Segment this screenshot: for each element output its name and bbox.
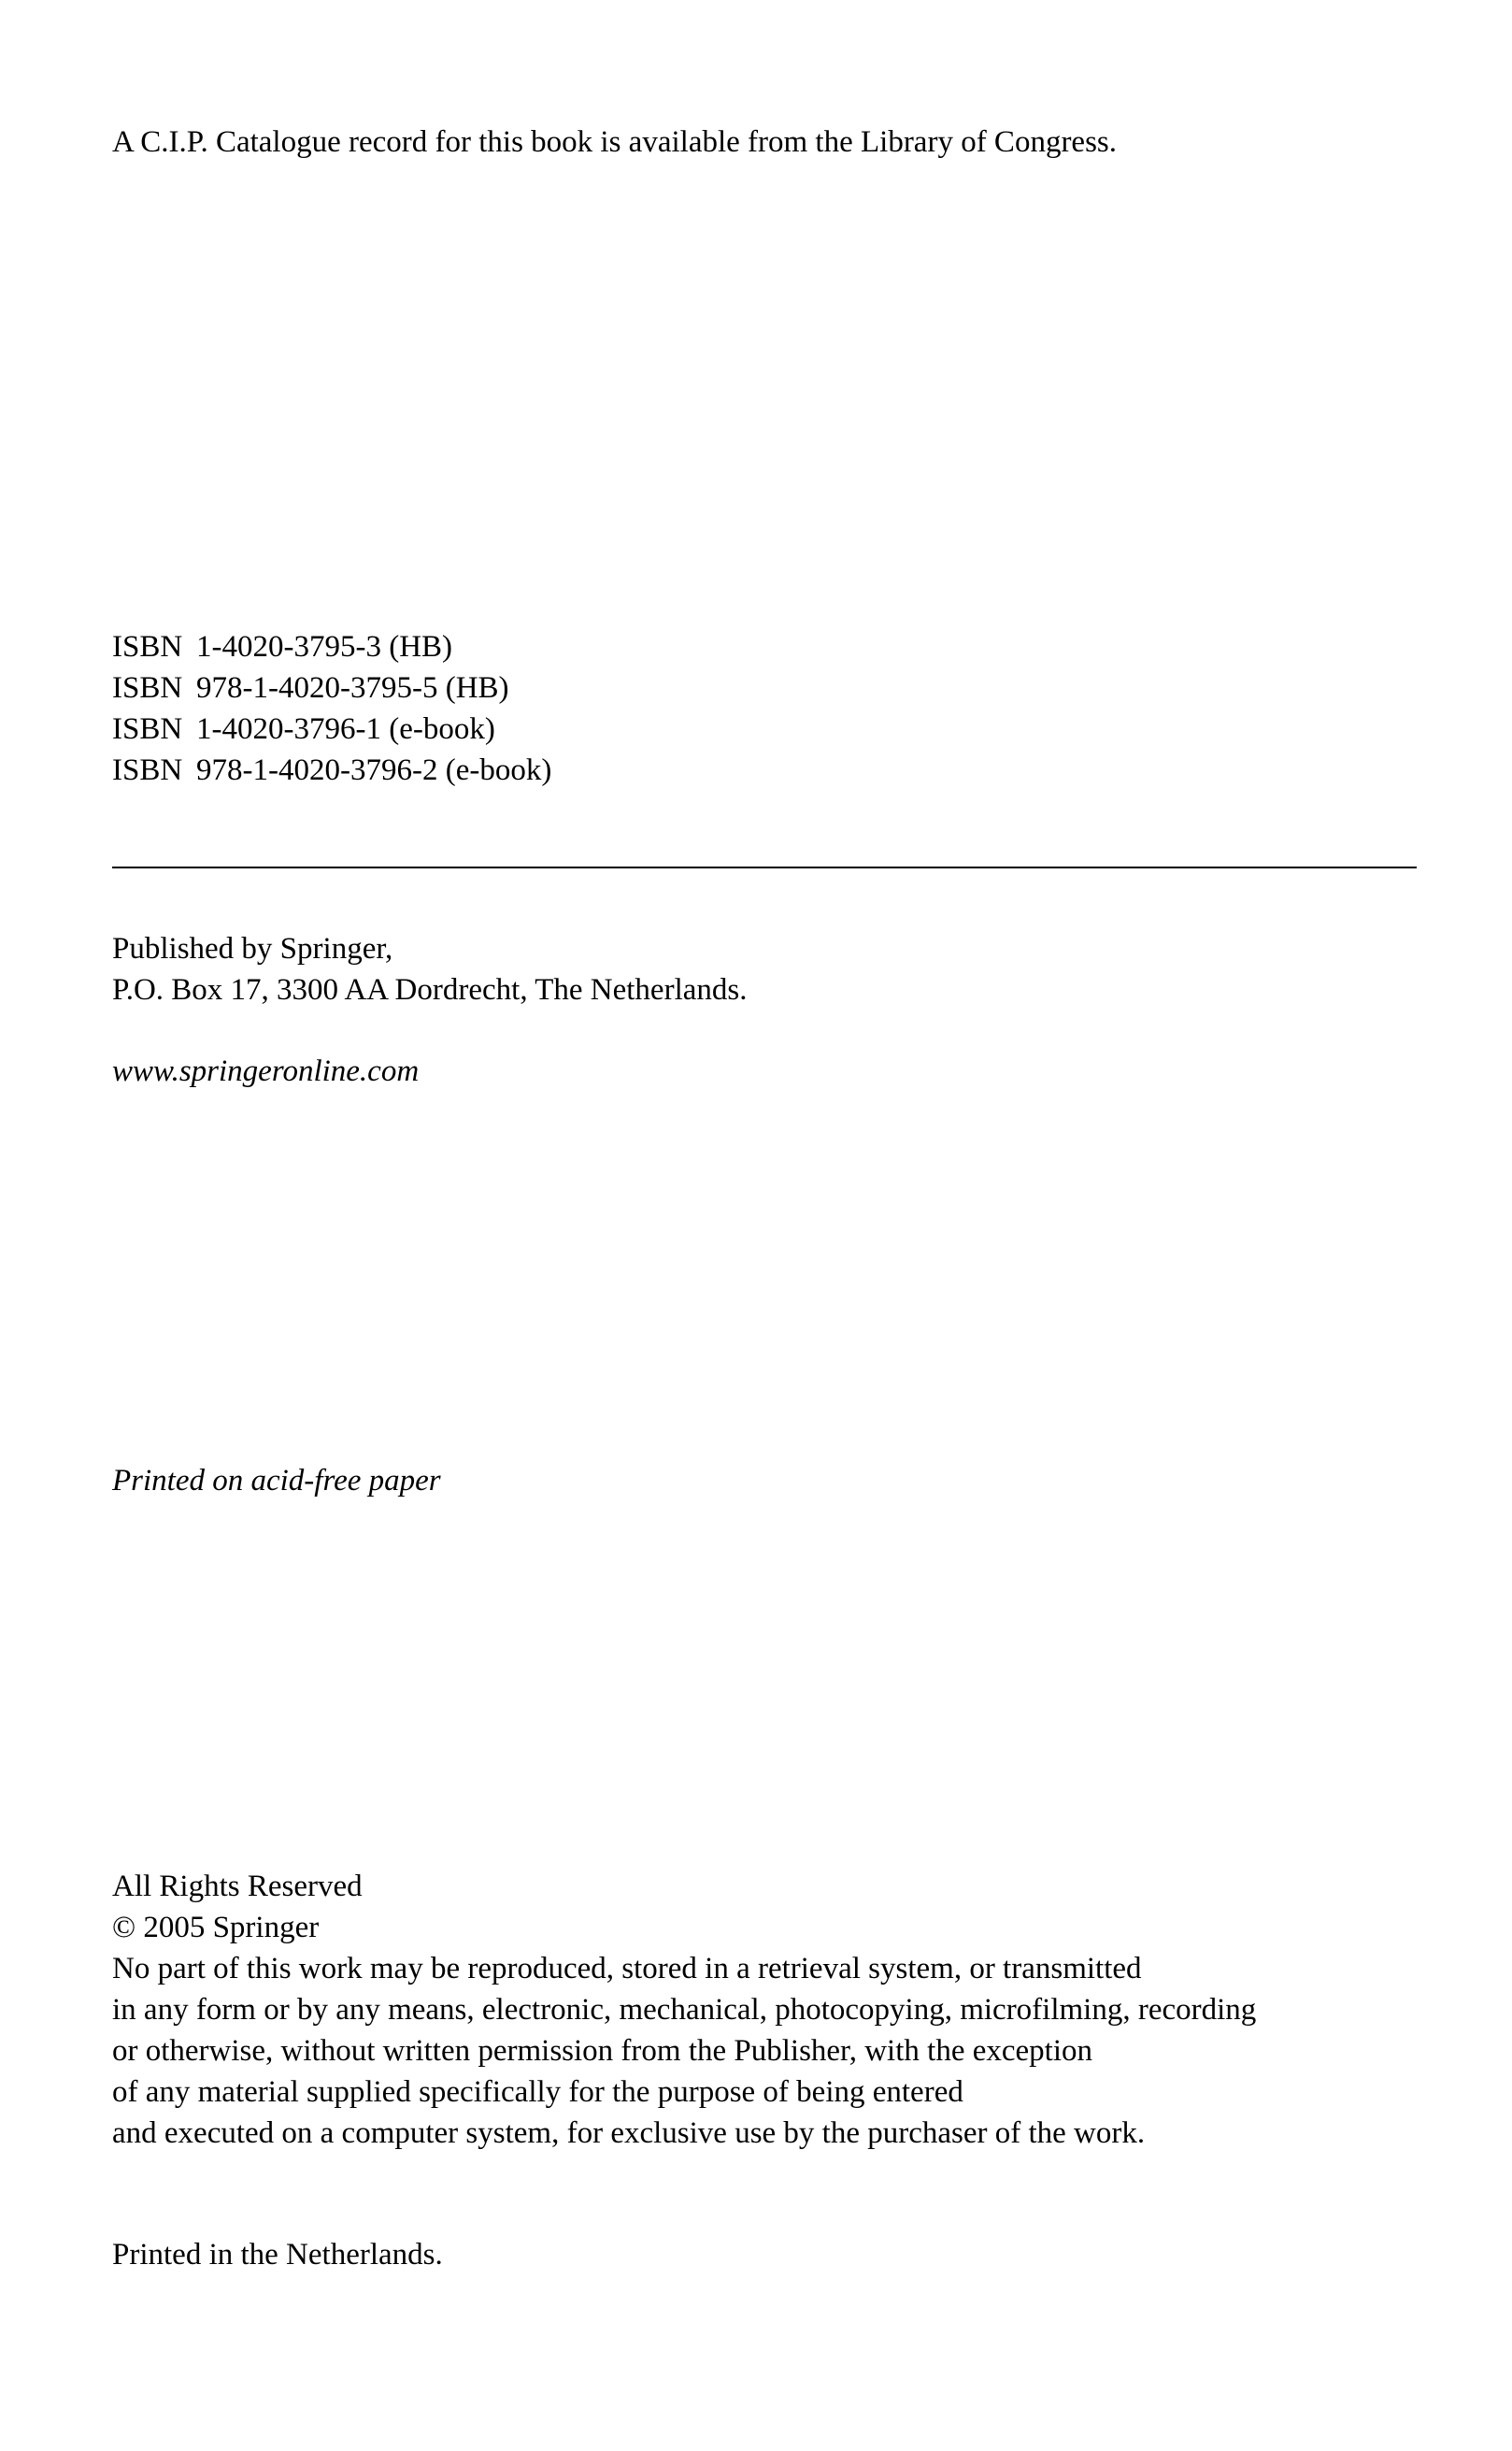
copyright-line: © 2005 Springer — [112, 1911, 320, 1944]
publisher-address: P.O. Box 17, 3300 AA Dordrecht, The Netherlands. — [112, 973, 748, 1007]
rights-notice — [112, 1866, 1256, 2154]
publisher-name: Published by Springer, — [112, 932, 393, 966]
horizontal-divider — [112, 867, 1417, 868]
isbn-label: ISBN — [112, 712, 183, 746]
publisher-info — [112, 928, 747, 1010]
cip-notice: A C.I.P. Catalogue record for this book is available from the Library of Congress. — [112, 125, 1118, 159]
isbn-label: ISBN — [112, 630, 183, 664]
isbn-row — [112, 667, 551, 709]
publisher-website-link[interactable]: www.springeronline.com — [112, 1054, 420, 1088]
rights-text-line: No part of this work may be reproduced, stored in a retrieval system, or transmitted — [112, 1952, 1142, 1985]
isbn-number: 1-4020-3795-3 (HB) — [196, 630, 453, 664]
rights-heading: All Rights Reserved — [112, 1870, 363, 1903]
rights-text-line: in any form or by any means, electronic, mechanical, photocopying, microfilming, recording — [112, 1993, 1257, 2027]
isbn-number: 1-4020-3796-1 (e-book) — [196, 712, 495, 746]
isbn-row — [112, 750, 551, 791]
paper-note: Printed on acid-free paper — [112, 1464, 441, 1498]
isbn-number: 978-1-4020-3796-2 (e-book) — [196, 753, 552, 787]
isbn-row — [112, 626, 551, 667]
isbn-label: ISBN — [112, 671, 183, 705]
rights-text-line: of any material supplied specifically for the purpose of being entered — [112, 2075, 963, 2109]
printed-in-note: Printed in the Netherlands. — [112, 2238, 443, 2272]
isbn-label: ISBN — [112, 753, 183, 787]
rights-text-line: or otherwise, without written permission from the Publisher, with the exception — [112, 2034, 1092, 2068]
isbn-number: 978-1-4020-3795-5 (HB) — [196, 671, 509, 705]
isbn-row — [112, 709, 551, 750]
isbn-list — [112, 626, 551, 791]
rights-text-line: and executed on a computer system, for exclusive use by the purchaser of the work. — [112, 2116, 1146, 2150]
